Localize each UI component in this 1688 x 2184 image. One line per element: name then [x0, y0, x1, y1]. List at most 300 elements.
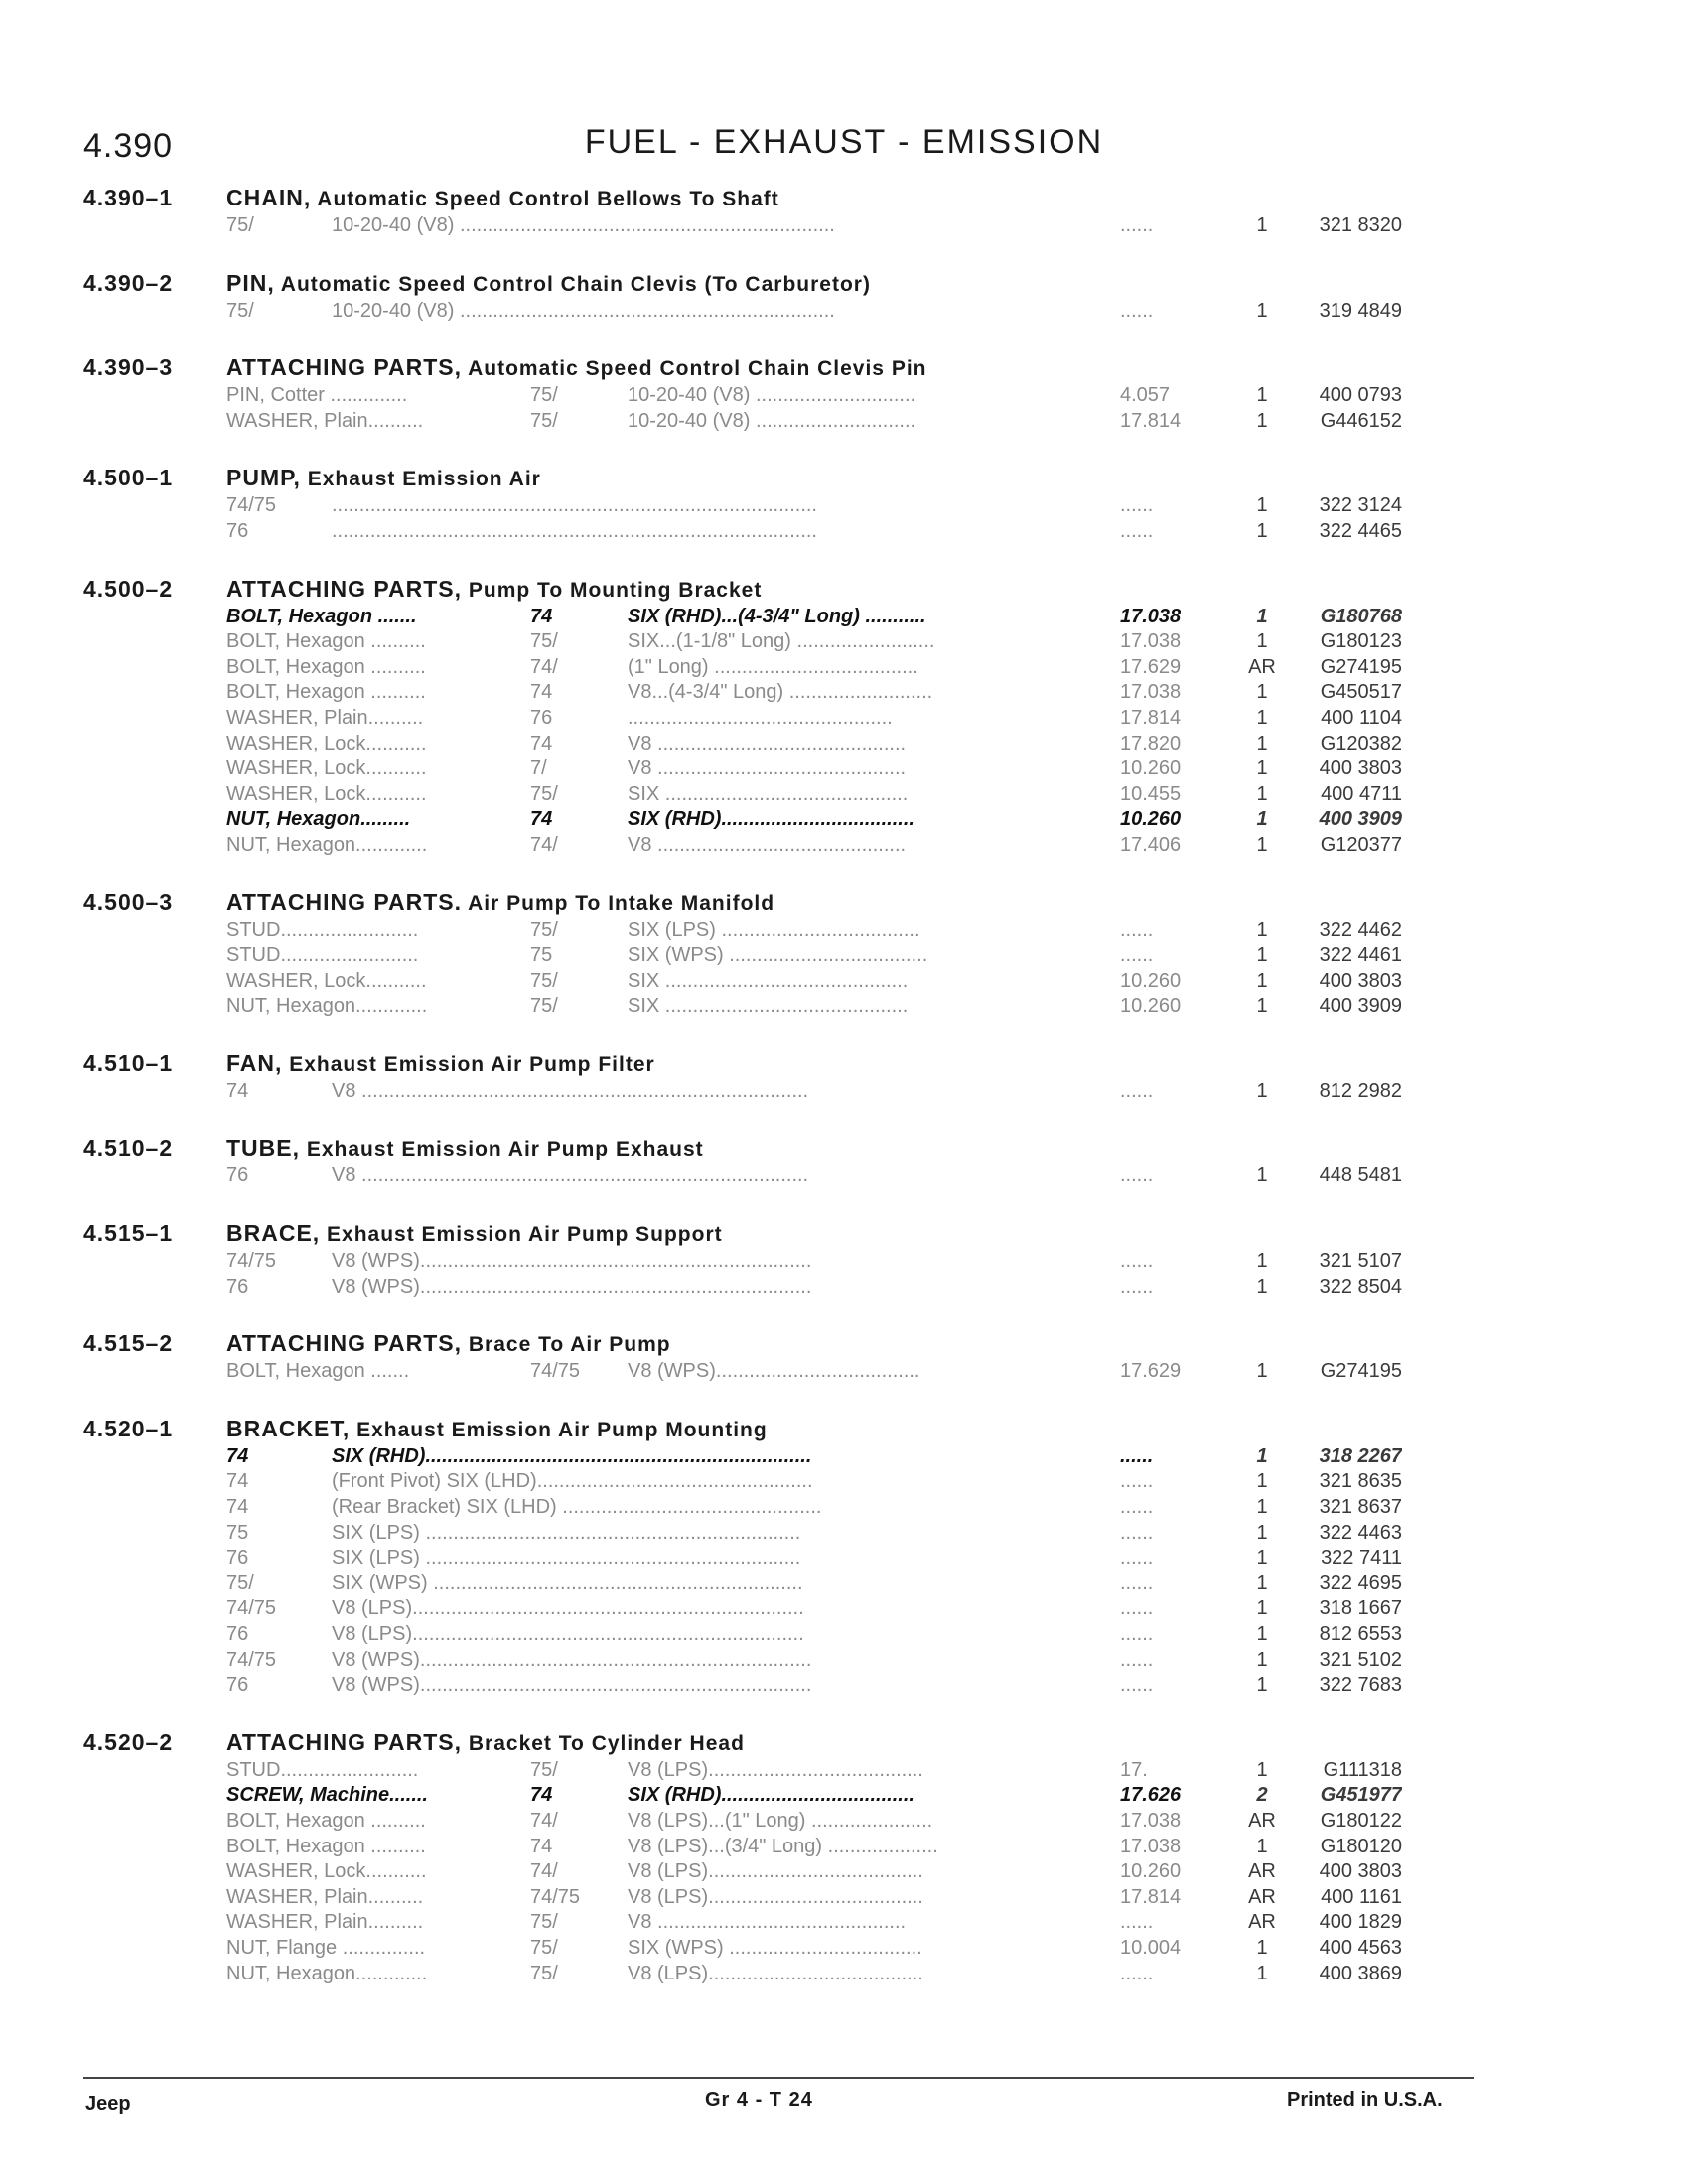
section-heading	[0, 1135, 1688, 1164]
spec-number: ......	[1120, 299, 1154, 322]
model-years: 75/	[226, 214, 254, 236]
quantity: 1	[1256, 384, 1268, 407]
spec-number: ......	[1120, 1597, 1154, 1620]
part-number: G274195	[1320, 1360, 1402, 1383]
part-row	[0, 656, 1688, 682]
application: 10-20-40 (V8) ....................................................................	[332, 299, 835, 322]
quantity: 2	[1256, 1784, 1268, 1807]
part-row	[0, 494, 1688, 520]
part-name: WASHER, Lock...........	[226, 1860, 427, 1883]
quantity: 1	[1256, 833, 1268, 856]
application: SIX (RHD)...................................	[628, 808, 914, 831]
model-years: 75/	[530, 1911, 558, 1934]
part-row	[0, 808, 1688, 834]
application: SIX...(1-1/8" Long) .........................	[628, 630, 935, 653]
spec-number: 10.260	[1120, 757, 1182, 780]
part-row	[0, 1860, 1688, 1886]
application: SIX (WPS) ....................................	[628, 944, 928, 967]
quantity: 1	[1256, 681, 1268, 704]
section-title	[226, 1135, 704, 1161]
group-number: 4.390	[83, 127, 174, 165]
section-heading	[0, 1220, 1688, 1250]
application: SIX (RHD)...................................	[628, 1784, 914, 1807]
application: SIX (RHD)...(4-3/4" Long) ...........	[628, 605, 926, 627]
part-name: WASHER, Lock...........	[226, 732, 427, 754]
model-years: 74/75	[226, 1597, 277, 1620]
part-row	[0, 520, 1688, 546]
part-number: 318 1667	[1319, 1597, 1402, 1620]
section-keyword: ATTACHING PARTS.	[226, 888, 463, 915]
section-description: Bracket To Cylinder Head	[462, 1731, 745, 1755]
part-name: NUT, Flange ...............	[226, 1936, 426, 1959]
quantity: 1	[1256, 757, 1268, 780]
part-name: STUD.........................	[226, 944, 419, 967]
quantity: 1	[1256, 732, 1268, 754]
part-number: 321 8320	[1319, 214, 1402, 236]
spec-number: ......	[1120, 1962, 1154, 1984]
part-number: G446152	[1320, 409, 1402, 432]
part-row	[0, 1572, 1688, 1598]
quantity: 1	[1256, 1623, 1268, 1645]
application: SIX ............................................	[628, 995, 909, 1018]
quantity: 1	[1256, 1164, 1268, 1187]
quantity: 1	[1256, 605, 1268, 627]
spec-number: ......	[1120, 1623, 1154, 1645]
application: SIX (LPS) ....................................................................	[332, 1521, 801, 1544]
application: SIX (WPS) ...................................	[628, 1936, 922, 1959]
part-row	[0, 1496, 1688, 1522]
section-keyword: BRACKET,	[226, 1415, 351, 1441]
section-title	[226, 1330, 671, 1357]
section-keyword: BRACE,	[226, 1220, 321, 1247]
model-years: 75/	[530, 409, 558, 432]
model-years: 75/	[530, 995, 558, 1018]
quantity: 1	[1256, 1648, 1268, 1671]
section-title	[226, 1220, 723, 1247]
quantity: AR	[1248, 655, 1276, 678]
part-number: G180768	[1320, 605, 1402, 627]
application: V8...(4-3/4" Long) ..........................	[628, 681, 933, 704]
parts-section	[0, 465, 1688, 545]
part-number: 448 5481	[1319, 1164, 1402, 1187]
part-row	[0, 1937, 1688, 1963]
part-name: NUT, Hexagon.........	[226, 808, 411, 831]
quantity: AR	[1248, 1809, 1276, 1832]
application: V8 (LPS).......................................	[628, 1885, 923, 1908]
section-number: 4.515–1	[83, 1220, 174, 1247]
spec-number: 10.004	[1120, 1936, 1182, 1959]
section-heading	[0, 1416, 1688, 1445]
part-number: 321 5102	[1319, 1648, 1402, 1671]
model-years: 74/75	[226, 1648, 277, 1671]
model-years: 75/	[530, 1962, 558, 1984]
spec-number: ......	[1120, 519, 1154, 542]
model-years: 74	[530, 732, 553, 754]
part-number: 319 4849	[1319, 299, 1402, 322]
section-title	[226, 889, 774, 916]
model-years: 76	[226, 1547, 249, 1570]
spec-number: ......	[1120, 1470, 1154, 1493]
section-number: 4.515–2	[83, 1330, 174, 1357]
quantity: 1	[1256, 995, 1268, 1018]
parts-section	[0, 576, 1688, 860]
model-years: 74	[530, 681, 553, 704]
spec-number: ......	[1120, 1250, 1154, 1273]
section-title	[226, 1729, 745, 1756]
application: (1" Long) .....................................	[628, 655, 918, 678]
spec-number: 17.406	[1120, 833, 1182, 856]
parts-section	[0, 1330, 1688, 1386]
section-description: Brace To Air Pump	[462, 1333, 671, 1357]
part-number: 322 3124	[1319, 494, 1402, 517]
part-row	[0, 1649, 1688, 1675]
model-years: 76	[530, 706, 553, 729]
spec-number: 17.038	[1120, 630, 1182, 653]
footer-rule	[83, 2077, 1474, 2079]
part-name: NUT, Hexagon.............	[226, 833, 428, 856]
model-years: 74/	[530, 1809, 558, 1832]
spec-number: 10.260	[1120, 1860, 1182, 1883]
section-keyword: TUBE,	[226, 1135, 300, 1161]
application: V8 (LPS).......................................	[628, 1962, 923, 1984]
part-number: G120382	[1320, 732, 1402, 754]
model-years: 74	[530, 1835, 553, 1857]
application: V8 (LPS)...(1" Long) ......................	[628, 1809, 933, 1832]
part-number: G451977	[1320, 1784, 1402, 1807]
spec-number: ......	[1120, 1496, 1154, 1519]
model-years: 75/	[530, 630, 558, 653]
quantity: 1	[1256, 494, 1268, 517]
part-name: BOLT, Hexagon .......	[226, 605, 417, 627]
section-description: Air Pump To Intake Manifold	[462, 891, 775, 915]
part-name: STUD.........................	[226, 1758, 419, 1781]
model-years: 76	[226, 1623, 249, 1645]
application: SIX (LPS) ....................................	[628, 918, 920, 941]
application: V8 (LPS).......................................	[628, 1860, 923, 1883]
spec-number: 17.820	[1120, 732, 1182, 754]
quantity: 1	[1256, 944, 1268, 967]
quantity: 1	[1256, 214, 1268, 236]
part-name: BOLT, Hexagon ..........	[226, 630, 426, 653]
spec-number: ......	[1120, 494, 1154, 517]
quantity: 1	[1256, 1936, 1268, 1959]
parts-section	[0, 1220, 1688, 1300]
section-number: 4.520–1	[83, 1415, 174, 1441]
model-years: 74/75	[226, 1250, 277, 1273]
quantity: 1	[1256, 1521, 1268, 1544]
section-description: Pump To Mounting Bracket	[462, 578, 763, 602]
section-title	[226, 1416, 768, 1442]
part-row	[0, 1547, 1688, 1572]
part-number: 400 3869	[1319, 1962, 1402, 1984]
section-heading	[0, 465, 1688, 494]
application: V8 .................................................................................	[332, 1079, 809, 1102]
quantity: 1	[1256, 1758, 1268, 1781]
part-row	[0, 1276, 1688, 1301]
part-row	[0, 630, 1688, 656]
spec-number: 17.814	[1120, 1885, 1182, 1908]
spec-number: ......	[1120, 944, 1154, 967]
part-number: 400 1829	[1319, 1911, 1402, 1934]
model-years: 74	[226, 1444, 249, 1467]
page-footer	[0, 2089, 1688, 2118]
section-keyword: PUMP,	[226, 465, 301, 491]
part-row	[0, 944, 1688, 970]
section-keyword: ATTACHING PARTS,	[226, 1728, 463, 1755]
part-name: BOLT, Hexagon ..........	[226, 681, 426, 704]
application: V8 (LPS).......................................	[628, 1758, 923, 1781]
spec-number: 17.626	[1120, 1784, 1182, 1807]
part-row	[0, 1886, 1688, 1912]
parts-section	[0, 354, 1688, 435]
spec-number: 17.629	[1120, 655, 1182, 678]
model-years: 75/	[530, 782, 558, 805]
quantity: 1	[1256, 1547, 1268, 1570]
part-row	[0, 1911, 1688, 1937]
section-keyword: ATTACHING PARTS,	[226, 354, 463, 381]
application: SIX (RHD)......................................................................	[332, 1444, 812, 1467]
quantity: 1	[1256, 808, 1268, 831]
spec-number: ......	[1120, 918, 1154, 941]
part-number: 322 7411	[1321, 1547, 1402, 1570]
part-row	[0, 834, 1688, 860]
footer-brand: Jeep	[85, 2093, 131, 2115]
model-years: 7/	[530, 757, 547, 780]
application: V8 (WPS).......................................................................	[332, 1250, 812, 1273]
part-number: 400 4563	[1319, 1936, 1402, 1959]
part-row	[0, 1623, 1688, 1649]
spec-number: 4.057	[1120, 384, 1171, 407]
application: SIX (LPS) ....................................................................	[332, 1547, 801, 1570]
application: V8 (LPS)...(3/4" Long) ....................	[628, 1835, 938, 1857]
quantity: 1	[1256, 519, 1268, 542]
part-number: 322 8504	[1319, 1275, 1402, 1297]
application: 10-20-40 (V8) .............................	[628, 409, 916, 432]
part-number: 400 4711	[1321, 782, 1402, 805]
section-description: Exhaust Emission Air Pump Exhaust	[300, 1138, 704, 1161]
section-keyword: ATTACHING PARTS,	[226, 1330, 463, 1357]
spec-number: 17.814	[1120, 409, 1182, 432]
quantity: 1	[1256, 1360, 1268, 1383]
part-row	[0, 1360, 1688, 1386]
application: ........................................................................................	[332, 494, 817, 517]
model-years: 74	[530, 808, 553, 831]
section-description: Exhaust Emission Air Pump Mounting	[350, 1418, 768, 1441]
part-number: 322 4462	[1319, 918, 1402, 941]
section-heading	[0, 889, 1688, 919]
parts-section	[0, 1050, 1688, 1106]
part-row	[0, 919, 1688, 945]
part-row	[0, 1470, 1688, 1496]
model-years: 75/	[226, 299, 254, 322]
part-row	[0, 681, 1688, 707]
part-name: BOLT, Hexagon .......	[226, 1360, 410, 1383]
section-heading	[0, 270, 1688, 300]
section-keyword: ATTACHING PARTS,	[226, 575, 463, 602]
section-description: Exhaust Emission Air Pump Support	[320, 1223, 723, 1247]
part-number: 812 2982	[1319, 1079, 1402, 1102]
part-number: G180120	[1320, 1835, 1402, 1857]
part-number: 322 4461	[1319, 944, 1402, 967]
application: V8 (LPS).......................................................................	[332, 1623, 804, 1645]
model-years: 76	[226, 519, 249, 542]
application: V8 (LPS).......................................................................	[332, 1597, 804, 1620]
application: V8 .............................................	[628, 1911, 907, 1934]
part-number: 812 6553	[1319, 1623, 1402, 1645]
spec-number: ......	[1120, 1079, 1154, 1102]
model-years: 75	[530, 944, 553, 967]
parts-section	[0, 1729, 1688, 1987]
model-years: 75/	[530, 1758, 558, 1781]
model-years: 76	[226, 1674, 249, 1697]
part-row	[0, 733, 1688, 758]
section-number: 4.520–2	[83, 1728, 174, 1755]
parts-section	[0, 270, 1688, 326]
part-row	[0, 1674, 1688, 1700]
application: V8 (WPS).......................................................................	[332, 1648, 812, 1671]
part-name: WASHER, Lock...........	[226, 969, 427, 992]
part-row	[0, 1522, 1688, 1548]
model-years: 74	[226, 1496, 249, 1519]
model-years: 74/75	[530, 1885, 581, 1908]
model-years: 74	[530, 605, 553, 627]
part-number: 400 1161	[1321, 1885, 1402, 1908]
quantity: 1	[1256, 1444, 1268, 1467]
part-row	[0, 1810, 1688, 1836]
application: (Front Pivot) SIX (LHD)..................................................	[332, 1470, 813, 1493]
quantity: 1	[1256, 918, 1268, 941]
model-years: 74	[226, 1470, 249, 1493]
application: ........................................................................................	[332, 519, 817, 542]
section-description: Automatic Speed Control Chain Clevis (To Carburetor)	[274, 272, 871, 296]
part-name: NUT, Hexagon.............	[226, 995, 428, 1018]
spec-number: 17.038	[1120, 681, 1182, 704]
section-title	[226, 1050, 655, 1077]
quantity: 1	[1256, 1674, 1268, 1697]
part-number: 400 3803	[1319, 969, 1402, 992]
section-title	[226, 465, 541, 491]
part-name: WASHER, Plain..........	[226, 1911, 424, 1934]
part-name: WASHER, Lock...........	[226, 782, 427, 805]
model-years: 74	[226, 1079, 249, 1102]
quantity: 1	[1256, 1470, 1268, 1493]
parts-section	[0, 889, 1688, 1021]
application: 10-20-40 (V8) ....................................................................	[332, 214, 835, 236]
model-years: 75/	[530, 1936, 558, 1959]
part-number: 322 7683	[1319, 1674, 1402, 1697]
part-number: 400 0793	[1319, 384, 1402, 407]
model-years: 75/	[530, 918, 558, 941]
spec-number: ......	[1120, 1674, 1154, 1697]
part-number: G111318	[1323, 1758, 1402, 1781]
part-row	[0, 995, 1688, 1021]
part-row	[0, 1080, 1688, 1106]
section-description: Exhaust Emission Air	[300, 468, 541, 491]
part-number: G180122	[1320, 1809, 1402, 1832]
part-row	[0, 384, 1688, 410]
part-number: 400 3909	[1319, 808, 1402, 831]
part-name: BOLT, Hexagon ..........	[226, 655, 426, 678]
part-row	[0, 1445, 1688, 1471]
model-years: 75	[226, 1521, 249, 1544]
part-number: 400 3803	[1319, 757, 1402, 780]
spec-number: 17.038	[1120, 605, 1182, 627]
model-years: 74/	[530, 655, 558, 678]
quantity: 1	[1256, 299, 1268, 322]
spec-number: ......	[1120, 1571, 1154, 1594]
application: V8 (WPS).......................................................................	[332, 1275, 812, 1297]
model-years: 75/	[530, 969, 558, 992]
section-heading	[0, 354, 1688, 384]
part-number: 322 4695	[1319, 1571, 1402, 1594]
quantity: 1	[1256, 969, 1268, 992]
part-row	[0, 783, 1688, 809]
part-name: STUD.........................	[226, 918, 419, 941]
section-number: 4.500–2	[83, 575, 174, 602]
part-row	[0, 1836, 1688, 1861]
section-description: Automatic Speed Control Bellows To Shaft	[311, 188, 779, 210]
part-number: 400 3909	[1319, 995, 1402, 1018]
spec-number: ......	[1120, 1444, 1154, 1467]
part-row	[0, 1164, 1688, 1190]
spec-number: ......	[1120, 214, 1154, 236]
section-number: 4.510–1	[83, 1049, 174, 1076]
part-row	[0, 757, 1688, 783]
application: V8 .............................................	[628, 757, 907, 780]
application: V8 .............................................	[628, 833, 907, 856]
model-years: 74/	[530, 833, 558, 856]
application: ................................................	[628, 706, 893, 729]
part-number: G274195	[1320, 655, 1402, 678]
quantity: 1	[1256, 1275, 1268, 1297]
quantity: 1	[1256, 630, 1268, 653]
application: SIX (WPS) ...................................................................	[332, 1571, 803, 1594]
section-heading	[0, 576, 1688, 606]
model-years: 75/	[226, 1571, 254, 1594]
spec-number: ......	[1120, 1648, 1154, 1671]
part-name: SCREW, Machine.......	[226, 1784, 428, 1807]
parts-list	[0, 185, 1688, 2017]
part-row	[0, 1963, 1688, 1988]
quantity: 1	[1256, 1250, 1268, 1273]
spec-number: 10.260	[1120, 995, 1182, 1018]
quantity: 1	[1256, 1079, 1268, 1102]
part-name: BOLT, Hexagon ..........	[226, 1835, 426, 1857]
quantity: 1	[1256, 1962, 1268, 1984]
part-number: 400 3803	[1319, 1860, 1402, 1883]
quantity: AR	[1248, 1911, 1276, 1934]
part-row	[0, 606, 1688, 631]
quantity: 1	[1256, 1571, 1268, 1594]
section-number: 4.390–2	[83, 269, 174, 296]
spec-number: ......	[1120, 1275, 1154, 1297]
application: V8 (WPS).....................................	[628, 1360, 920, 1383]
section-keyword: CHAIN,	[226, 185, 312, 210]
part-name: NUT, Hexagon.............	[226, 1962, 428, 1984]
quantity: 1	[1256, 1835, 1268, 1857]
quantity: 1	[1256, 409, 1268, 432]
section-number: 4.510–2	[83, 1135, 174, 1161]
model-years: 74	[530, 1784, 553, 1807]
part-number: 400 1104	[1321, 706, 1402, 729]
part-name: WASHER, Plain..........	[226, 409, 424, 432]
application: V8 .............................................	[628, 732, 907, 754]
part-row	[0, 1597, 1688, 1623]
part-row	[0, 707, 1688, 733]
application: SIX ............................................	[628, 782, 909, 805]
part-number: G450517	[1320, 681, 1402, 704]
application: 10-20-40 (V8) .............................	[628, 384, 916, 407]
